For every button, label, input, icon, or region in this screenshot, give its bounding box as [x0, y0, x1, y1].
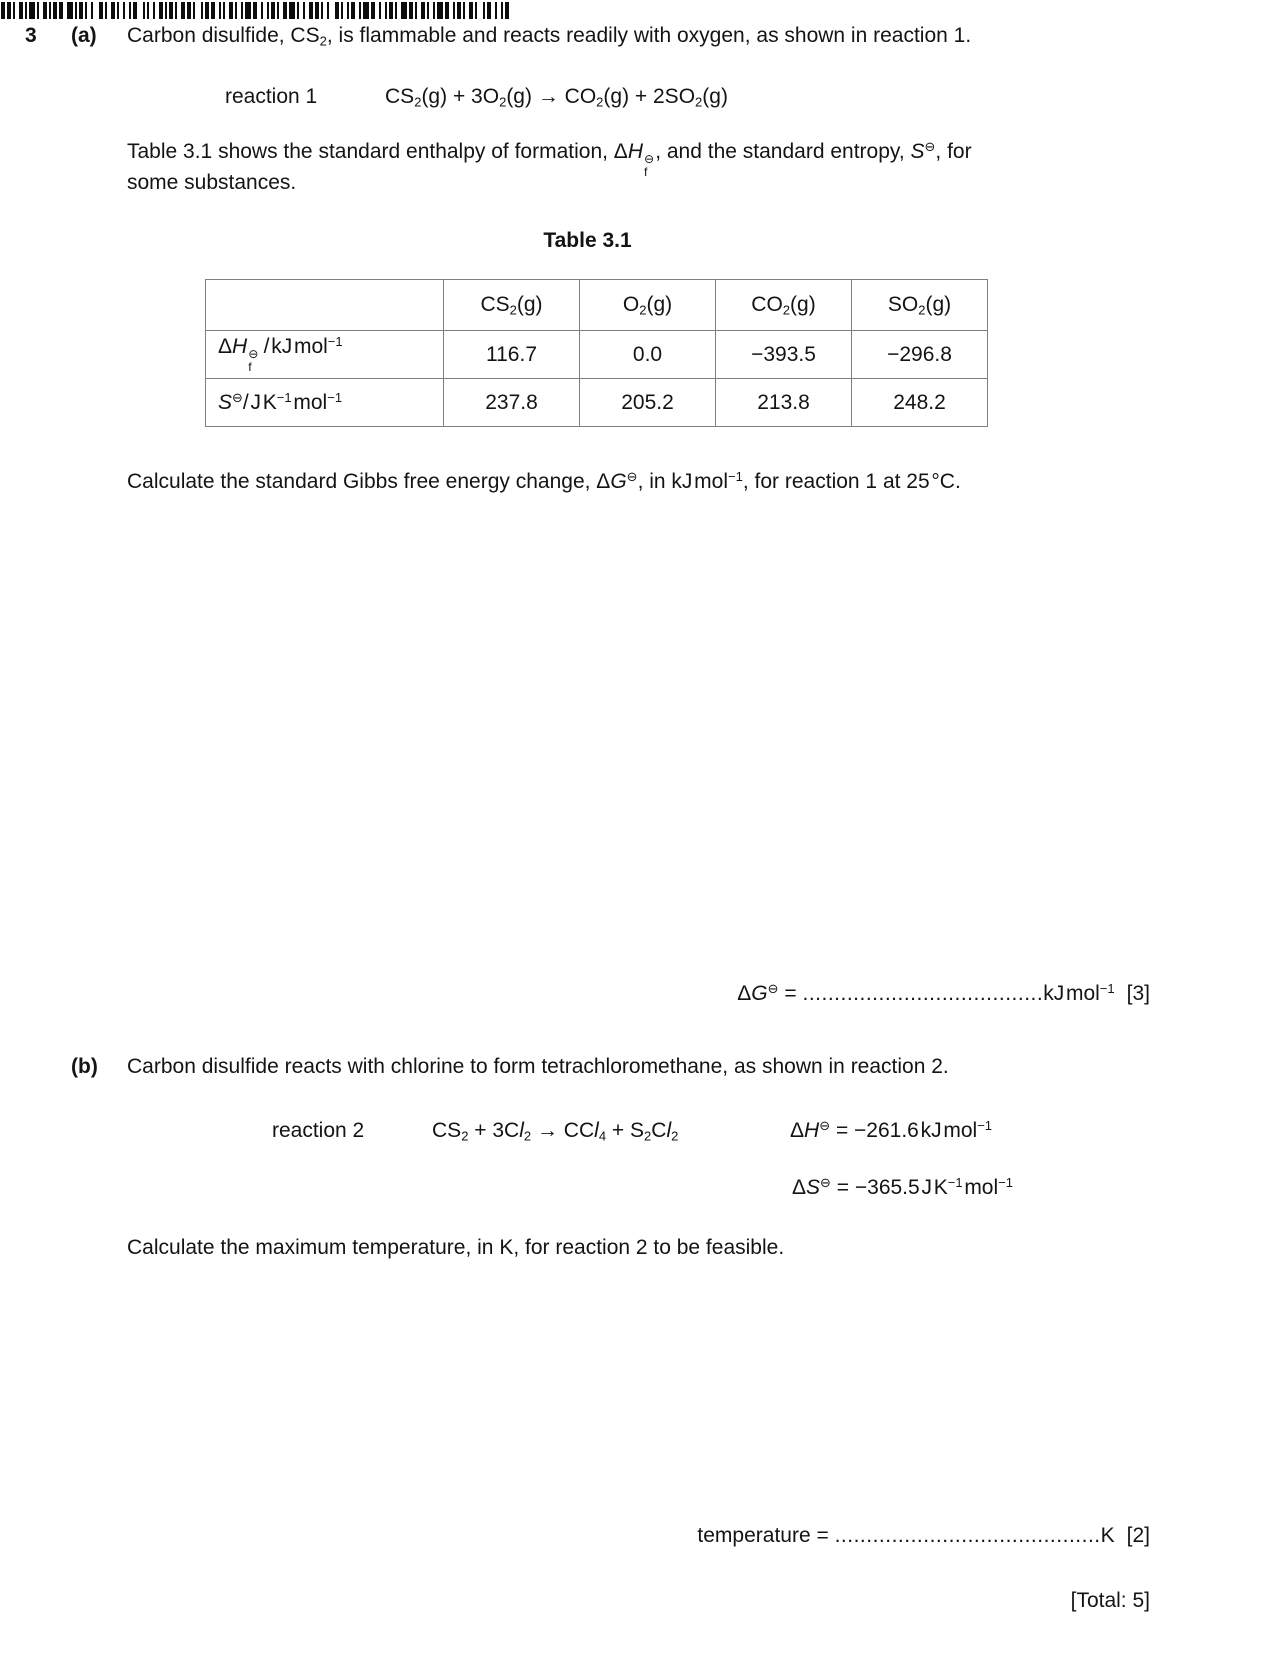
temperature-answer-line — [697, 1524, 1150, 1548]
total-marks: [Total: 5] — [1070, 1589, 1150, 1612]
part-a-marks: [3] — [1126, 982, 1150, 1005]
temperature-answer-unit: K — [1100, 1524, 1115, 1547]
table-value-cell: 213.8 — [716, 379, 852, 427]
barcode — [1, 2, 509, 19]
gibbs-answer-unit: kJ mol$^{-1}$ — [1043, 980, 1115, 1005]
table-header-cell: $CS_2(g)$ — [444, 280, 580, 331]
table-row — [206, 379, 988, 427]
table-value-cell: 116.7 — [444, 331, 580, 379]
gibbs-answer-blank[interactable]: ...................................... — [802, 982, 1044, 1005]
part-a-label: (a) — [71, 24, 97, 47]
table-3-1 — [205, 279, 988, 427]
delta-h-value: ΔH⊖ = −261.6 kJ mol$^{-1}$ — [790, 1117, 993, 1142]
table-row — [206, 331, 988, 379]
reaction-2-equation: $CS_2 + 3Cl_2 \to CCl_4 + S_2Cl_2$ — [432, 1119, 679, 1144]
gibbs-answer-prefix: ΔG⊖ = — [737, 980, 803, 1005]
table-intro-line1: Table 3.1 shows the standard enthalpy of formation, ΔH ⊖ f , and the standard entropy, S⊖, for — [127, 138, 972, 180]
question-number: 3 — [25, 24, 37, 47]
part-b-marks: [2] — [1126, 1524, 1150, 1547]
table-value-cell: 205.2 — [580, 379, 716, 427]
gibbs-answer-line — [737, 982, 1150, 1006]
table-value-cell: 248.2 — [852, 379, 988, 427]
table-header-cell: $SO_2(g)$ — [852, 280, 988, 331]
table-intro-line2: some substances. — [127, 171, 297, 194]
part-b-intro: Carbon disulfide reacts with chlorine to form tetrachloromethane, as shown in reaction 2. — [127, 1055, 949, 1078]
table-value-cell: −296.8 — [852, 331, 988, 379]
delta-s-value: ΔS⊖ = −365.5 J $K^{-1}$ mol$^{-1}$ — [792, 1174, 1013, 1199]
table-value-cell: 0.0 — [580, 331, 716, 379]
temperature-answer-blank[interactable]: .......................................... — [834, 1524, 1101, 1547]
temperature-answer-prefix: temperature = — [697, 1524, 835, 1547]
reaction-1-label: reaction 1 — [225, 85, 318, 108]
table-value-cell: −393.5 — [716, 331, 852, 379]
table-header-cell: $CO_2(g)$ — [716, 280, 852, 331]
table-header-cell — [206, 280, 444, 331]
reaction-1-equation: $CS_2(g) + 3O_2(g) \to CO_2(g) + 2SO_2(g)$ — [385, 85, 728, 110]
table-row-label: ΔH ⊖ f / kJ mol$^{-1}$ — [206, 331, 444, 379]
part-b-label: (b) — [71, 1055, 98, 1078]
part-b-task: Calculate the maximum temperature, in K, for reaction 2 to be feasible. — [127, 1236, 785, 1259]
part-a-intro: Carbon disulfide, $CS_2$, is flammable and reacts readily with oxygen, as shown in reaction 1. — [127, 24, 972, 49]
reaction-2-label: reaction 2 — [272, 1119, 365, 1142]
table-header-row — [206, 280, 988, 331]
table-header-cell: $O_2(g)$ — [580, 280, 716, 331]
table-3-1-title: Table 3.1 — [543, 229, 632, 252]
table-value-cell: 237.8 — [444, 379, 580, 427]
part-a-task: Calculate the standard Gibbs free energy change, ΔG⊖, in kJ mol$^{-1}$, for reaction 1 at 25 °C. — [127, 468, 961, 493]
table-row-label: S⊖/ J $K^{-1}$ mol$^{-1}$ — [206, 379, 444, 427]
